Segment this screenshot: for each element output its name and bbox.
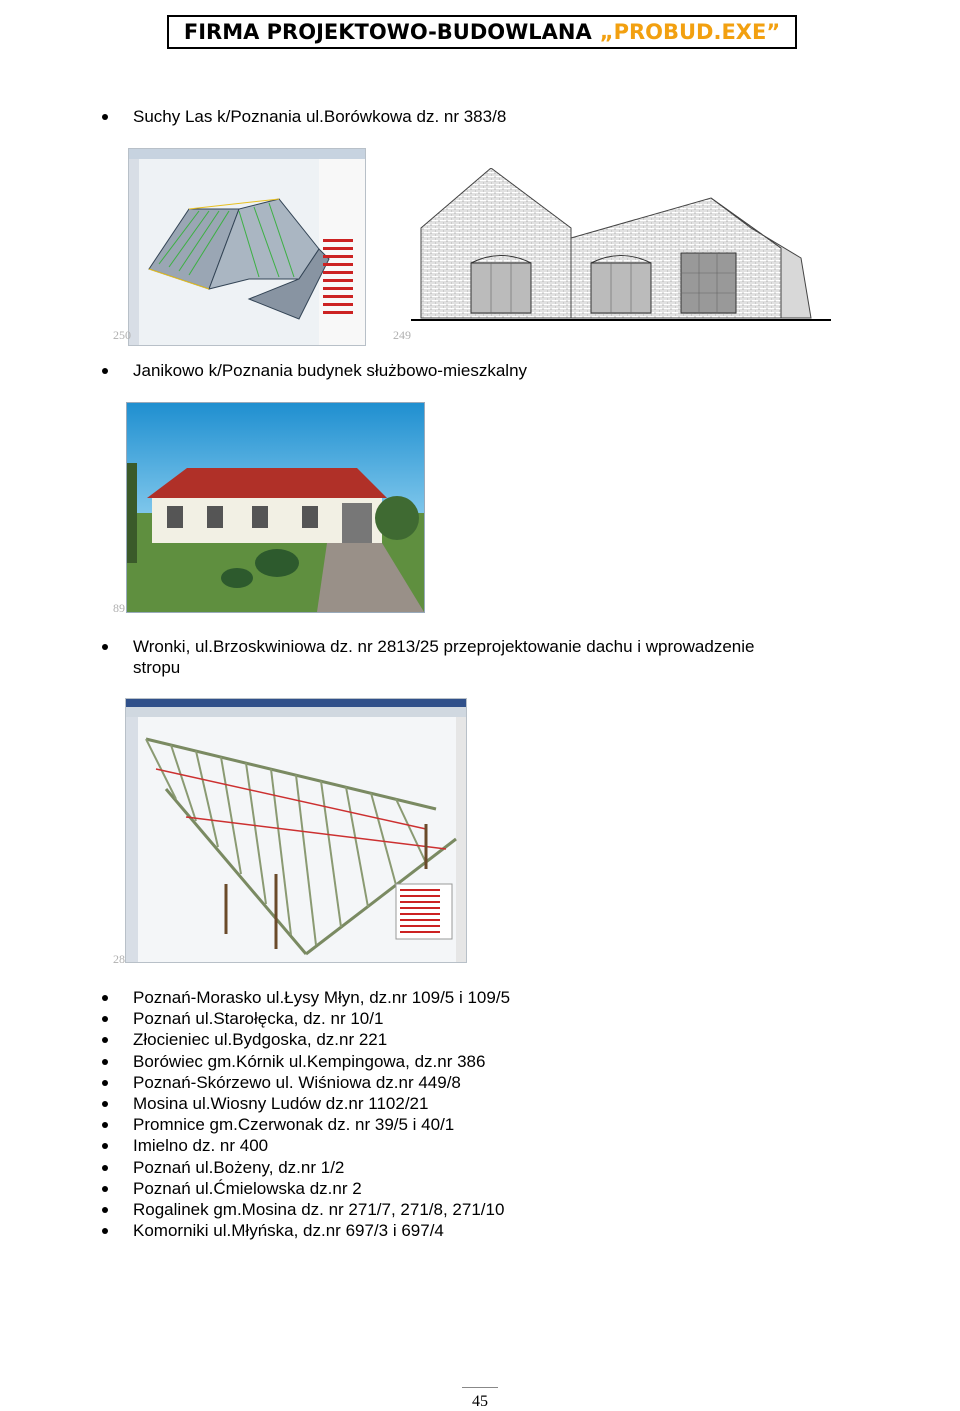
list-item: Rogalinek gm.Mosina dz. nr 271/7, 271/8, 271/10 [133,1200,510,1221]
figure-number: 250 [113,328,131,342]
list-item: Złocieniec ul.Bydgoska, dz.nr 221 [133,1030,510,1051]
project-label-1: Suchy Las k/Poznania ul.Borówkowa dz. nr 383/8 [133,107,507,126]
list-item: Mosina ul.Wiosny Ludów dz.nr 1102/21 [133,1094,510,1115]
page-number-rule [462,1387,498,1388]
list-item: Borówiec gm.Kórnik ul.Kempingowa, dz.nr 386 [133,1052,510,1073]
list-item: Poznań-Morasko ul.Łysy Młyn, dz.nr 109/5 i 109/5 [133,988,510,1009]
elevation-drawing-figure [411,168,843,324]
house-photo-figure [126,402,425,613]
figure-number: 89 [113,601,125,615]
list-item: Poznań-Skórzewo ul. Wiśniowa dz.nr 449/8 [133,1073,510,1094]
list-item: Imielno dz. nr 400 [133,1136,510,1157]
header-title: FIRMA PROJEKTOWO-BUDOWLANA [183,20,592,44]
list-item: Poznań ul.Bożeny, dz.nr 1/2 [133,1158,510,1179]
header-brand: „PROBUD.EXE” [599,20,781,44]
project-label-2: Janikowo k/Poznania budynek służbowo-mieszkalny [133,361,528,380]
list-item: Komorniki ul.Młyńska, dz.nr 697/3 i 697/4 [133,1221,510,1242]
list-item: Poznań ul.Ćmielowska dz.nr 2 [133,1179,510,1200]
figure-number: 249 [393,328,411,342]
project-list [133,988,510,1242]
project-label-3-line2: stropu [133,658,181,677]
page-number: 45 [472,1393,488,1410]
list-item: Promnice gm.Czerwonak dz. nr 39/5 i 40/1 [133,1115,510,1136]
figure-number: 28 [113,952,125,966]
project-label-3 [133,637,853,657]
document-header [167,15,797,49]
cad-roof-model-figure [128,148,366,346]
list-item: Poznań ul.Starołęcka, dz. nr 10/1 [133,1009,510,1030]
project-label-3-line1: Wronki, ul.Brzoskwiniowa dz. nr 2813/25 przeprojektowanie dachu i wprowadzenie [133,637,755,656]
cad-truss-figure [125,698,467,963]
